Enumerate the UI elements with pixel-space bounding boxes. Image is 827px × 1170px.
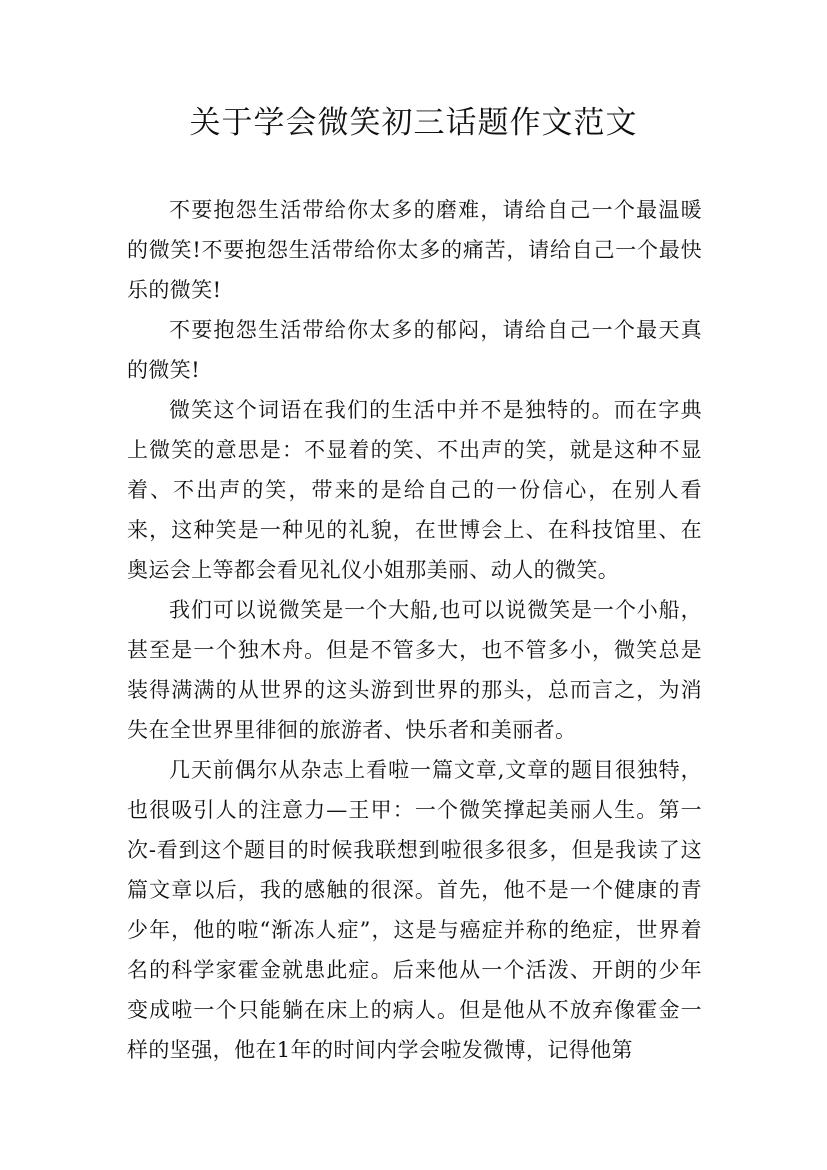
paragraph-2: 不要抱怨生活带给你太多的郁闷，请给自己一个最天真的微笑! <box>127 318 702 382</box>
document-title: 关于学会微笑初三话题作文范文 <box>189 105 638 141</box>
document-body <box>127 190 702 1070</box>
paragraph-4: 我们可以说微笑是一个大船,也可以说微笑是一个小船，甚至是一个独木舟。但是不管多大，也不管多小，微笑总是装得满满的从世界的这头游到世界的那头，总而言之，为消失在全世界里徘徊的旅游者、快乐者和美丽者。 <box>127 598 702 742</box>
paragraph-3: 微笑这个词语在我们的生活中并不是独特的。而在字典上微笑的意思是：不显着的笑、不出声的笑，就是这种不显着、不出声的笑，带来的是给自己的一份信心，在别人看来，这种笑是一种见的礼貌，在世博会上、在科技馆里、在奥运会上等都会看见礼仪小姐那美丽、动人的微笑。 <box>127 398 702 582</box>
paragraph-1: 不要抱怨生活带给你太多的磨难，请给自己一个最温暖的微笑!不要抱怨生活带给你太多的痛苦，请给自己一个最快乐的微笑! <box>127 198 702 302</box>
paragraph-5: 几天前偶尔从杂志上看啦一篇文章,文章的题目很独特，也很吸引人的注意力—王甲：一个微笑撑起美丽人生。第一次-看到这个题目的时候我联想到啦很多很多，但是我读了这篇文章以后，我的感触的很深。首先，他不是一个健康的青少年，他的啦“渐冻人症”，这是与癌症并称的绝症，世界着名的科学家霍金就患此症。后来他从一个活泼、开朗的少年变成啦一个只能躺在床上的病人。但是他从不放弃像霍金一样的坚强，他在1年的时间内学会啦发微博，记得他第 <box>127 758 702 1062</box>
